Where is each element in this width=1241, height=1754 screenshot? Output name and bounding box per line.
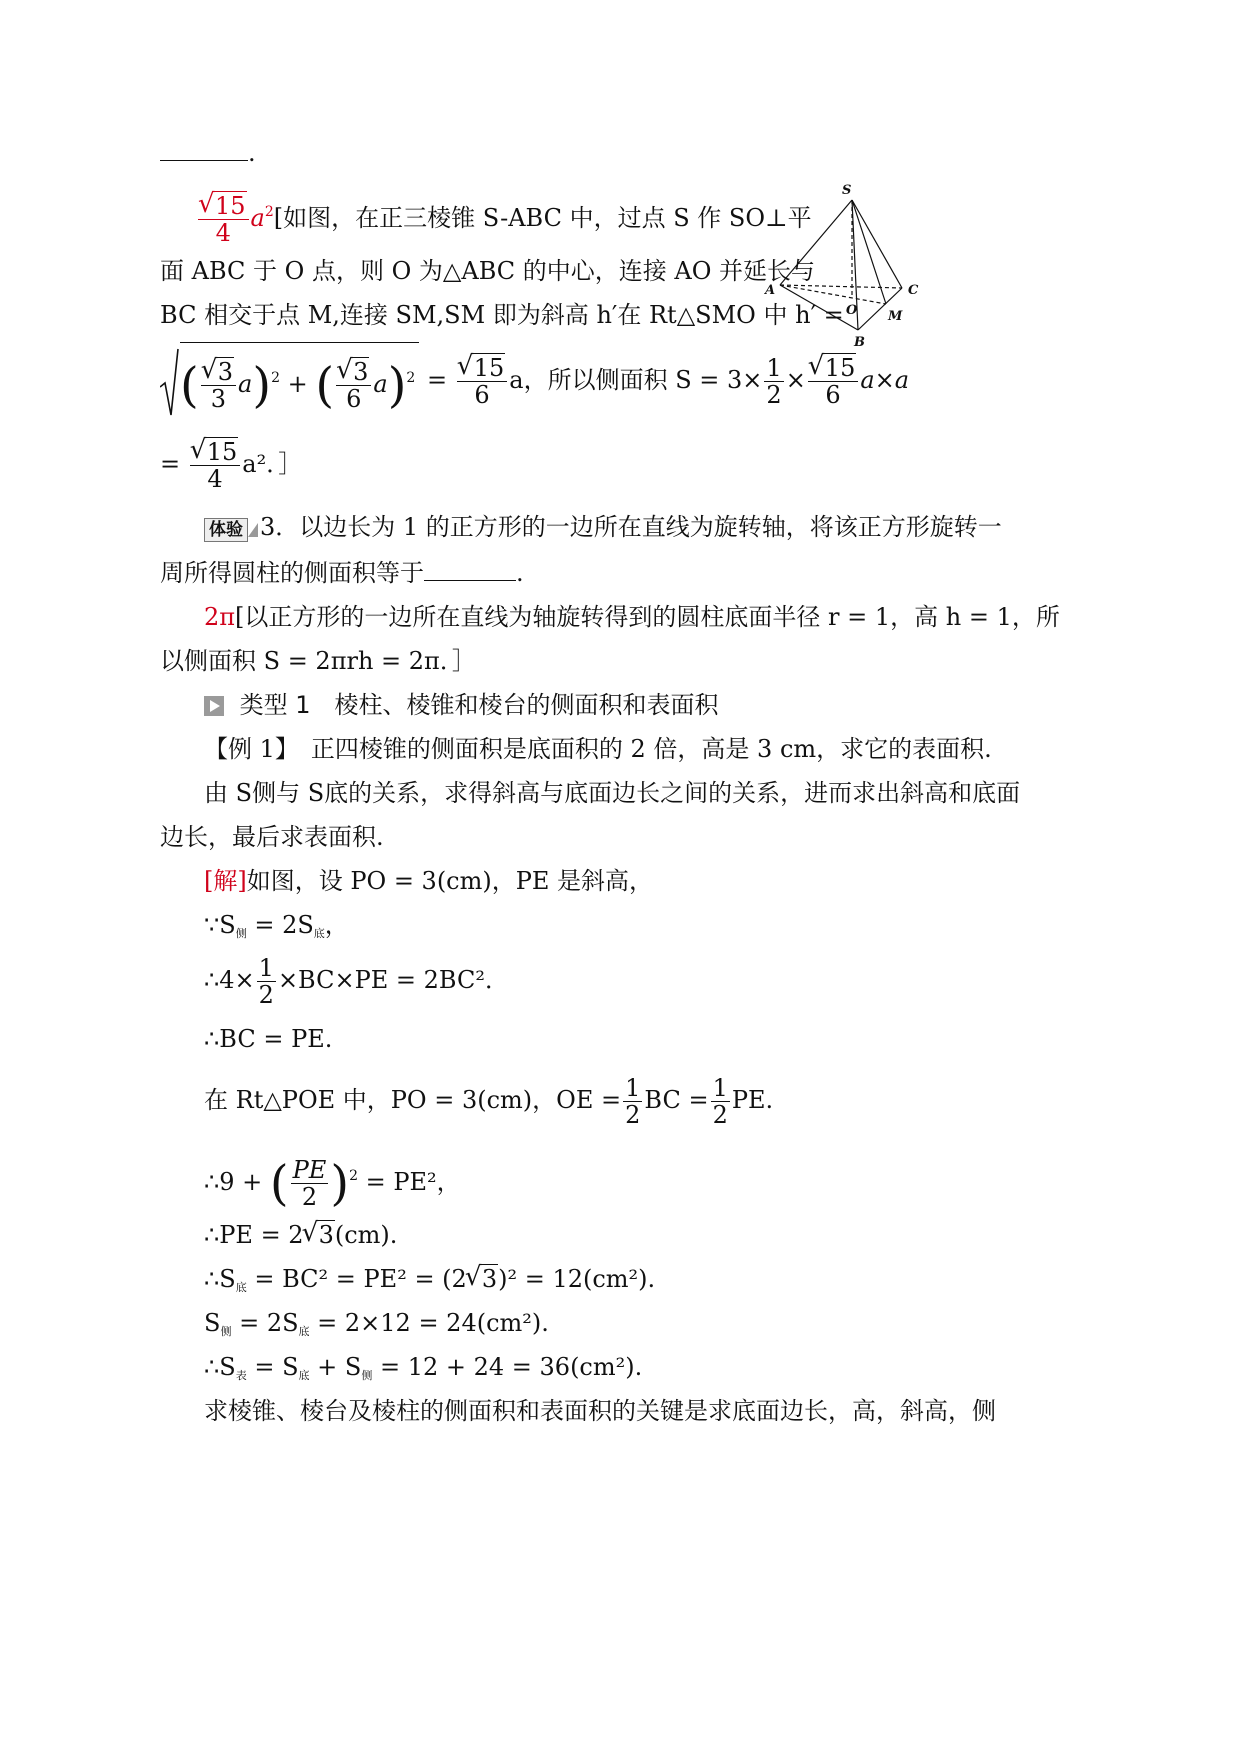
fraction-denominator: 4	[207, 465, 223, 493]
sqrt-radicand: 3	[318, 1221, 334, 1249]
answer1-var: a	[250, 204, 265, 232]
text: ∴PE = 2	[204, 1221, 304, 1249]
fraction-numerator: PE	[292, 1156, 327, 1184]
sqrt-radicand: 15	[824, 354, 856, 382]
fraction-denominator: 2	[625, 1101, 641, 1129]
answer1-line1	[196, 182, 812, 248]
exp-badge: 体验	[204, 518, 248, 542]
exponent: 2	[349, 1168, 358, 1184]
label-S: S	[842, 183, 852, 198]
fraction-denominator: 6	[346, 385, 362, 413]
text: ×BC×PE = 2BC²．	[277, 966, 509, 994]
equals: =	[160, 450, 181, 478]
text: ∴S	[204, 1353, 236, 1381]
solution-line5	[204, 1070, 773, 1130]
answer1-formula	[160, 340, 909, 420]
solution-line1	[204, 866, 653, 896]
big-sqrt-icon	[160, 347, 180, 417]
answer1-fraction	[198, 193, 249, 246]
text: (cm).	[334, 1221, 398, 1249]
label-C: C	[908, 283, 919, 298]
equals: =	[426, 366, 448, 394]
exponent: 2	[406, 370, 416, 386]
solution-line8	[204, 1264, 655, 1303]
text: ，	[324, 911, 349, 939]
subscript: 侧	[220, 1325, 232, 1338]
label-A: A	[765, 283, 776, 298]
text: S	[204, 1309, 221, 1337]
label-O: O	[846, 303, 858, 318]
answer3-red: 2π	[204, 603, 236, 631]
exp3-line2	[160, 558, 524, 588]
text: = 2×12 = 24(cm²).	[309, 1309, 549, 1337]
text: = 12 + 24 = 36(cm²).	[372, 1353, 643, 1381]
answer1-final-tail: a²．］	[242, 450, 303, 478]
answer3-line1	[204, 602, 1060, 632]
answer3-line2: 以侧面积 S = 2πrh = 2π．］	[160, 647, 476, 675]
text: ∵S	[204, 911, 236, 939]
exp3-text2: 周所得圆柱的侧面积等于	[160, 559, 424, 587]
big-sqrt-radicand: ( √ $\frac{3}{3}$ a)$^2$ + ( √ $\frac{3}{6}$ a)$^2$	[180, 342, 419, 419]
answer1-line2: 面 ABC 于 O 点，则 O 为△ABC 的中心，连接 AO 并延长与	[160, 257, 816, 285]
answer1-exp: 2	[264, 204, 274, 220]
text: 在 Rt△POE 中，PO = 3(cm)，OE =	[204, 1086, 622, 1114]
text: ∴4×	[204, 966, 255, 994]
sqrt-radicand: 3	[353, 358, 369, 386]
period: .	[516, 559, 524, 587]
answer1-final	[160, 432, 302, 496]
fraction-denominator: 4	[215, 219, 231, 247]
fraction-numerator: 1	[712, 1074, 728, 1102]
text: PE.	[731, 1086, 774, 1114]
fraction-denominator: 6	[474, 381, 490, 409]
fraction-denominator: 2	[258, 981, 274, 1009]
fraction-numerator: 1	[258, 954, 274, 982]
label-B: B	[854, 335, 865, 350]
text: = S	[246, 1353, 299, 1381]
answer1-line3: BC 相交于点 M,连接 SM,SM 即为斜高 h′在 Rt△SMO 中 h′ =	[160, 301, 844, 329]
subscript: 底	[298, 1325, 310, 1338]
text: = BC² = PE² = (2	[246, 1265, 467, 1293]
sqrt-radicand: 3	[217, 358, 234, 386]
text: = 2S	[231, 1309, 299, 1337]
play-icon	[204, 696, 224, 716]
sqrt-radicand: 15	[206, 438, 238, 466]
hint-line2: 边长，最后求表面积.	[160, 823, 384, 851]
solution-text1: 如图，设 PO = 3(cm)，PE 是斜高，	[246, 867, 654, 895]
subscript: 侧	[361, 1369, 373, 1382]
sqrt	[200, 193, 247, 219]
subscript: 侧	[235, 927, 247, 940]
type-heading-text: 类型 1 棱柱、棱锥和棱台的侧面积和表面积	[239, 691, 719, 719]
exp3-text1: 3．以边长为 1 的正方形的一边所在直线为旋转轴，将该正方形旋转一	[260, 513, 1002, 541]
badge-triangle-icon	[248, 523, 258, 537]
answer-blank	[424, 558, 516, 581]
solution-tag: [解]	[204, 867, 247, 895]
solution-line11: 求棱锥、棱台及棱柱的侧面积和表面积的关键是求底面边长，高，斜高，侧	[204, 1397, 996, 1425]
fraction-numerator: 1	[766, 354, 782, 382]
solution-line3	[204, 950, 509, 1010]
text: = 2S	[246, 911, 314, 939]
subscript: 底	[298, 1369, 310, 1382]
fraction-denominator: 2	[766, 381, 782, 409]
text: ∴9 +	[204, 1168, 263, 1196]
answer3-text1: [以正方形的一边所在直线为轴旋转得到的圆柱底面半径 r = 1，高 h = 1，所	[235, 603, 1060, 631]
subscript: 表	[235, 1369, 247, 1382]
text: ∴S	[204, 1265, 236, 1293]
text: = PE²，	[365, 1168, 461, 1196]
label-M: M	[888, 309, 903, 324]
period: .	[248, 139, 256, 167]
subscript: 底	[313, 927, 325, 940]
fraction-denominator: 2	[301, 1183, 318, 1211]
text: + S	[309, 1353, 362, 1381]
solution-line7	[204, 1220, 397, 1250]
pyramid-diagram	[762, 180, 932, 350]
answer1-text-after: a，所以侧面积 S = 3×	[509, 366, 763, 394]
sqrt-sign-icon	[160, 347, 180, 417]
hint-line1: 由 S侧与 S底的关系，求得斜高与底面边长之间的关系，进而求出斜高和底面	[204, 779, 1021, 807]
fraction-numerator: 1	[625, 1074, 641, 1102]
example1: 【例 1】 正四棱锥的侧面积是底面积的 2 倍，高是 3 cm，求它的表面积.	[204, 735, 992, 763]
sqrt-radicand: 15	[215, 192, 246, 220]
solution-line10	[204, 1352, 642, 1391]
fraction-denominator: 2	[712, 1101, 728, 1129]
sqrt-radicand: 3	[481, 1265, 498, 1293]
fraction-denominator: 6	[825, 381, 841, 409]
exponent: 2	[271, 370, 280, 386]
answer-blank	[160, 138, 248, 161]
fraction-denominator: 3	[210, 385, 227, 413]
times: ×	[785, 366, 806, 394]
text: )² = 12(cm²).	[498, 1265, 656, 1293]
solution-line2	[204, 910, 349, 949]
type-heading	[204, 690, 719, 720]
answer1-tail: a×a	[860, 366, 910, 394]
subscript: 底	[235, 1281, 247, 1294]
solution-line9	[204, 1308, 549, 1347]
sqrt-radicand: 15	[473, 354, 505, 382]
solution-line4: ∴BC = PE.	[204, 1025, 333, 1053]
top-blank-line	[160, 138, 256, 168]
text: BC =	[644, 1086, 709, 1114]
solution-line6: ∴9 + ( $\frac{PE}{2}$ )$^2$ = PE²，	[204, 1155, 461, 1212]
answer1-text1: [如图，在正三棱锥 S-ABC 中，过点 S 作 SO⊥平	[273, 204, 812, 232]
exp3-line1	[204, 512, 1002, 542]
